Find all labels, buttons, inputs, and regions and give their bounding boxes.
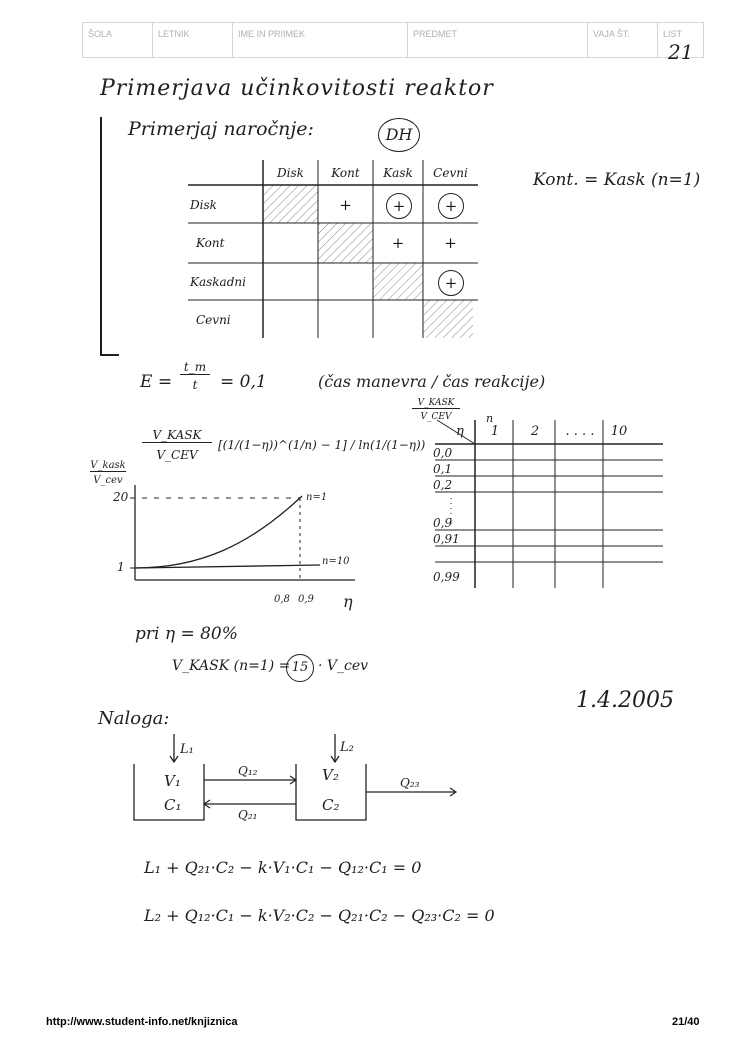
header-field-sola: ŠOLA — [83, 23, 153, 57]
flow-q23: Q₂₃ — [400, 776, 420, 790]
subtitle-badge: DH — [378, 118, 420, 152]
rtable-row-label: 0,99 — [433, 570, 460, 584]
graph-curve-label-n10: n=10 — [322, 556, 350, 567]
inflow-l1: L₁ — [180, 742, 194, 757]
rtable-row-label: 0,1 — [433, 462, 453, 476]
matrix-col-kont: Kont — [331, 166, 360, 180]
section-bracket — [95, 115, 125, 360]
header-field-ime: IME IN PRIIMEK — [233, 23, 408, 57]
graph-ytick-20: 20 — [113, 490, 129, 504]
header-field-predmet: PREDMET — [408, 23, 588, 57]
rtable-col: . . . . — [565, 424, 595, 439]
page-title: Primerjava učinkovitosti reaktor — [100, 76, 494, 101]
eq-e-num: t_m — [180, 360, 210, 375]
graph-ylabel-den: V_cev — [93, 475, 123, 486]
note-result-circled: 15 — [286, 654, 314, 682]
matrix-row-disk: Disk — [190, 198, 217, 212]
eq-e-rhs: = 0,1 — [220, 372, 267, 392]
rtable-grid — [425, 418, 665, 593]
tank2-conc: C₂ — [322, 796, 340, 814]
note-result-before: V_KASK (n=1) = — [172, 658, 291, 674]
eq-ratio-rhs: [(1/(1−η))^(1/n) − 1] / ln(1/(1−η)) — [218, 438, 426, 452]
note-result-after: · V_cev — [318, 658, 369, 674]
note-eta: pri η = 80% — [135, 624, 238, 644]
graph-xtick-08: 0,8 — [274, 594, 290, 605]
rtable-row-label: 0,2 — [433, 478, 453, 492]
flow-q21: Q₂₁ — [238, 808, 258, 822]
rtable-corner-den: V_CEV — [420, 412, 452, 422]
matrix-col-cevni: Cevni — [433, 166, 468, 180]
graph-xtick-09: 0,9 — [298, 594, 314, 605]
matrix-col-disk: Disk — [277, 166, 304, 180]
graph-xlabel: η — [343, 592, 353, 611]
rtable-col: 10 — [610, 424, 628, 439]
matrix-cell-circled: + — [438, 270, 464, 296]
graph-curve-label-n1: n=1 — [306, 492, 328, 503]
matrix-cell: + — [444, 234, 457, 252]
eq-e-den: t — [192, 378, 198, 392]
tank1-conc: C₁ — [164, 796, 182, 814]
matrix-cell: + — [339, 196, 352, 214]
matrix-cell-circled: + — [438, 193, 464, 219]
matrix-row-kont: Kont — [196, 236, 225, 250]
inflow-l2: L₂ — [340, 740, 354, 755]
footer-page: 21/40 — [672, 1016, 700, 1028]
rtable-row-label: 0,9 — [433, 516, 453, 530]
comparison-matrix — [188, 160, 488, 340]
flow-q12: Q₁₂ — [238, 764, 258, 778]
rtable-row-label: 0,0 — [433, 446, 453, 460]
subtitle: Primerjaj naročnje: — [128, 118, 314, 140]
rtable-corner-num: V_KASK — [412, 398, 460, 409]
rtable-row-label: 0,91 — [433, 532, 460, 546]
graph-ytick-1: 1 — [117, 560, 125, 574]
eq-ratio-num: V_KASK — [142, 428, 212, 443]
graph-ylabel-num: V_kask — [90, 460, 126, 471]
tank2-volume: V₂ — [322, 766, 339, 784]
eq-e-lhs: E = — [140, 372, 173, 392]
rtable-col: 2 — [530, 424, 540, 439]
eq-e-note: (čas manevra / čas reakcije) — [318, 372, 546, 391]
header-field-letnik: LETNIK — [153, 23, 233, 57]
equation-1: L₁ + Q₂₁·C₂ − k·V₁·C₁ − Q₁₂·C₁ = 0 — [144, 858, 422, 877]
footer-url[interactable]: http://www.student-info.net/knjiznica — [46, 1016, 238, 1028]
rtable-n-label: n — [486, 412, 494, 425]
side-note: Kont. = Kask (n=1) — [533, 170, 701, 190]
header-field-list: LIST — [663, 29, 683, 39]
matrix-row-cevni: Cevni — [196, 313, 231, 327]
rtable-col: 1 — [490, 424, 500, 439]
eq-ratio-den: V_CEV — [156, 448, 198, 462]
tank1-volume: V₁ — [164, 772, 181, 790]
header-bar — [82, 22, 704, 58]
matrix-cell: + — [391, 234, 405, 252]
rtable-eta-label: η — [456, 424, 464, 439]
matrix-col-kask: Kask — [383, 166, 413, 180]
date: 1.4.2005 — [576, 688, 674, 713]
matrix-row-kaskadni: Kaskadni — [190, 275, 246, 289]
matrix-cell-circled: + — [386, 193, 412, 219]
page-number: 21 — [668, 40, 694, 64]
header-field-vaja: VAJA ŠT. — [588, 23, 658, 57]
equation-2: L₂ + Q₁₂·C₁ − k·V₂·C₂ − Q₂₁·C₂ − Q₂₃·C₂ = 0 — [144, 906, 495, 925]
problem-title: Naloga: — [98, 708, 170, 729]
